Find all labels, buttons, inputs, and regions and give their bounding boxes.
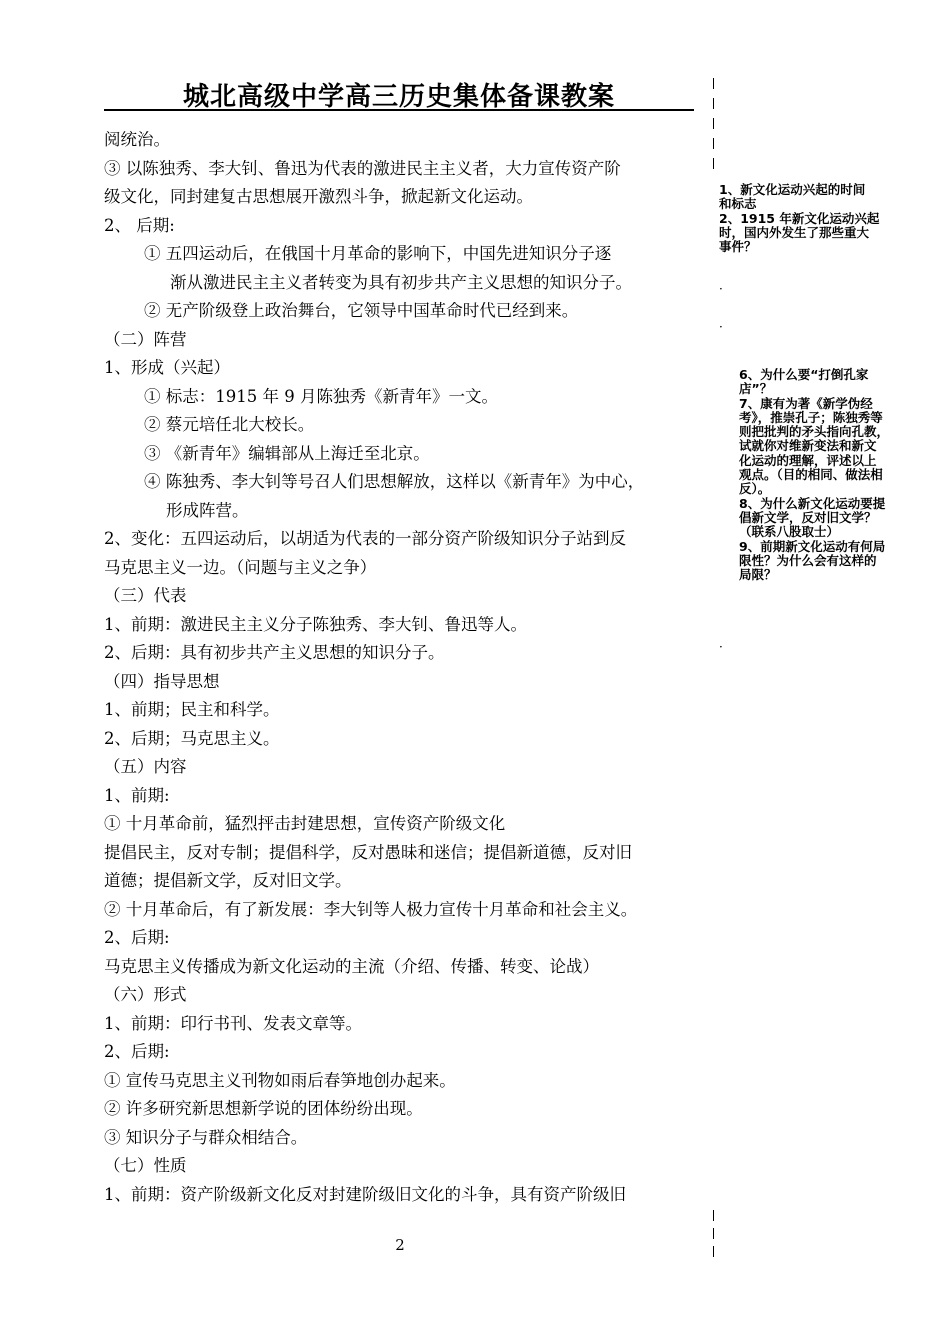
side-notes-top (719, 183, 879, 254)
side-note-line: 8、为什么新文化运动要提 (739, 495, 886, 511)
text-line: 提倡民主，反对专制；提倡科学，反对愚昧和迷信；提倡新道德，反对旧 (104, 842, 632, 862)
text-line: 马克思主义传播成为新文化运动的主流（介绍、传播、转变、论战） (104, 956, 599, 976)
side-note-line: 2、1915 年新文化运动兴起 (719, 210, 880, 226)
text-line: ② 十月革命后，有了新发展：李大钊等人极力宣传十月革命和社会主义。 (104, 899, 638, 919)
text-line: ① 宣传马克思主义刊物如雨后春笋地创办起来。 (104, 1070, 456, 1090)
text-line: ④ 陈独秀、李大钊等号召人们思想解放，这样以《新青年》为中心， (144, 472, 645, 491)
side-note-line: 和标志 (719, 196, 757, 212)
side-note-line: 时，国内外发生了那些重大 (719, 224, 870, 240)
side-note-line: 反）。 (739, 481, 771, 497)
margin-dash (713, 78, 714, 89)
faint-mark: · (719, 320, 723, 334)
side-note-line: 7、康有为著《新学伪经 (739, 395, 873, 411)
side-note-line: 化运动的理解，评述以上 (739, 452, 877, 468)
text-line: 1、形成（兴起） (104, 358, 230, 377)
section-heading: （三）代表 (104, 586, 187, 605)
side-note-line: 则把批判的矛头指向孔教， (739, 424, 890, 440)
page-title: 城北高级中学高三历史集体备课教案 (182, 82, 615, 112)
side-note-line: 观点。（目的相同、做法相 (739, 467, 883, 483)
side-note-line: 9、前期新文化运动有何局 (739, 538, 886, 554)
margin-dash (713, 1228, 714, 1239)
side-notes-bottom (739, 368, 889, 582)
side-note-line: 考》，推崇孔子；陈独秀等 (739, 409, 883, 425)
side-note-line: 事件？ (719, 239, 757, 255)
text-line: ③ 以陈独秀、李大钊、鲁迅为代表的激进民主主义者，大力宣传资产阶 (104, 158, 621, 178)
side-note-line: （联系八股取士） (739, 524, 840, 540)
section-heading: （五）内容 (104, 757, 187, 776)
margin-dash (713, 118, 714, 129)
section-heading: （七）性质 (104, 1156, 187, 1175)
text-line: 1、前期：资产阶级新文化反对封建阶级旧文化的斗争，具有资产阶级旧 (104, 1184, 626, 1204)
text-line: ② 蔡元培任北大校长。 (144, 415, 315, 434)
text-line: 渐从激进民主主义者转变为具有初步共产主义思想的知识分子。 (170, 272, 632, 292)
margin-dash (713, 158, 714, 169)
section-heading: （四）指导思想 (104, 671, 220, 691)
text-line: 1、前期：激进民主主义分子陈独秀、李大钊、鲁迅等人。 (104, 614, 527, 634)
text-line: ③ 《新青年》编辑部从上海迁至北京。 (144, 443, 430, 463)
page-number: 2 (395, 1236, 405, 1254)
section-heading: （二）阵营 (104, 329, 187, 349)
margin-dash (713, 1210, 714, 1221)
text-line: 阅统治。 (104, 130, 170, 149)
margin-dash (713, 1246, 714, 1257)
text-line: ① 标志：1915 年 9 月陈独秀《新青年》一文。 (144, 386, 498, 406)
side-note-line: 局限？ (739, 567, 777, 583)
text-line: 2、后期: (104, 928, 170, 947)
text-line: 2、后期: (104, 1042, 170, 1061)
text-line: ③ 知识分子与群众相结合。 (104, 1127, 308, 1147)
text-line: 2、后期：具有初步共产主义思想的知识分子。 (104, 643, 445, 662)
text-line: ① 十月革命前，猛烈抨击封建思想，宣传资产阶级文化 (104, 814, 506, 833)
side-note-line: 店”？ (739, 381, 773, 397)
side-note-line: 倡新文学，反对旧文学？ (739, 509, 877, 525)
side-note-line: 试就你对维新变法和新文 (739, 438, 877, 454)
side-note-line: 1、新文化运动兴起的时间 (719, 182, 866, 197)
faint-mark: · (719, 282, 723, 296)
title-underline (104, 109, 694, 111)
text-line: 2、 后期: (104, 215, 175, 235)
text-line: 2、变化：五四运动后，以胡适为代表的一部分资产阶级知识分子站到反 (104, 529, 626, 548)
text-line: ② 无产阶级登上政治舞台，它领导中国革命时代已经到来。 (144, 301, 579, 320)
margin-dash (713, 98, 714, 109)
text-line: 1、前期：印行书刊、发表文章等。 (104, 1013, 362, 1033)
text-line: 形成阵营。 (166, 500, 249, 520)
side-note-line: 6、为什么要“打倒孔家 (739, 367, 869, 382)
text-line: 级文化，同封建复古思想展开激烈斗争，掀起新文化运动。 (104, 187, 533, 206)
text-line: 1、前期；民主和科学。 (104, 700, 280, 719)
side-note-line: 限性？为什么会有这样的 (739, 552, 877, 568)
margin-dash (713, 138, 714, 149)
text-line: 马克思主义一边。（问题与主义之争） (104, 557, 377, 577)
text-line: 2、后期；马克思主义。 (104, 728, 280, 748)
text-line: 1、前期: (104, 785, 170, 805)
faint-mark: · (719, 640, 723, 654)
text-line: 道德；提倡新文学，反对旧文学。 (104, 871, 352, 890)
text-line: ② 许多研究新思想新学说的团体纷纷出现。 (104, 1099, 423, 1118)
section-heading: （六）形式 (104, 985, 187, 1004)
text-line: ① 五四运动后，在俄国十月革命的影响下，中国先进知识分子逐 (144, 244, 612, 263)
